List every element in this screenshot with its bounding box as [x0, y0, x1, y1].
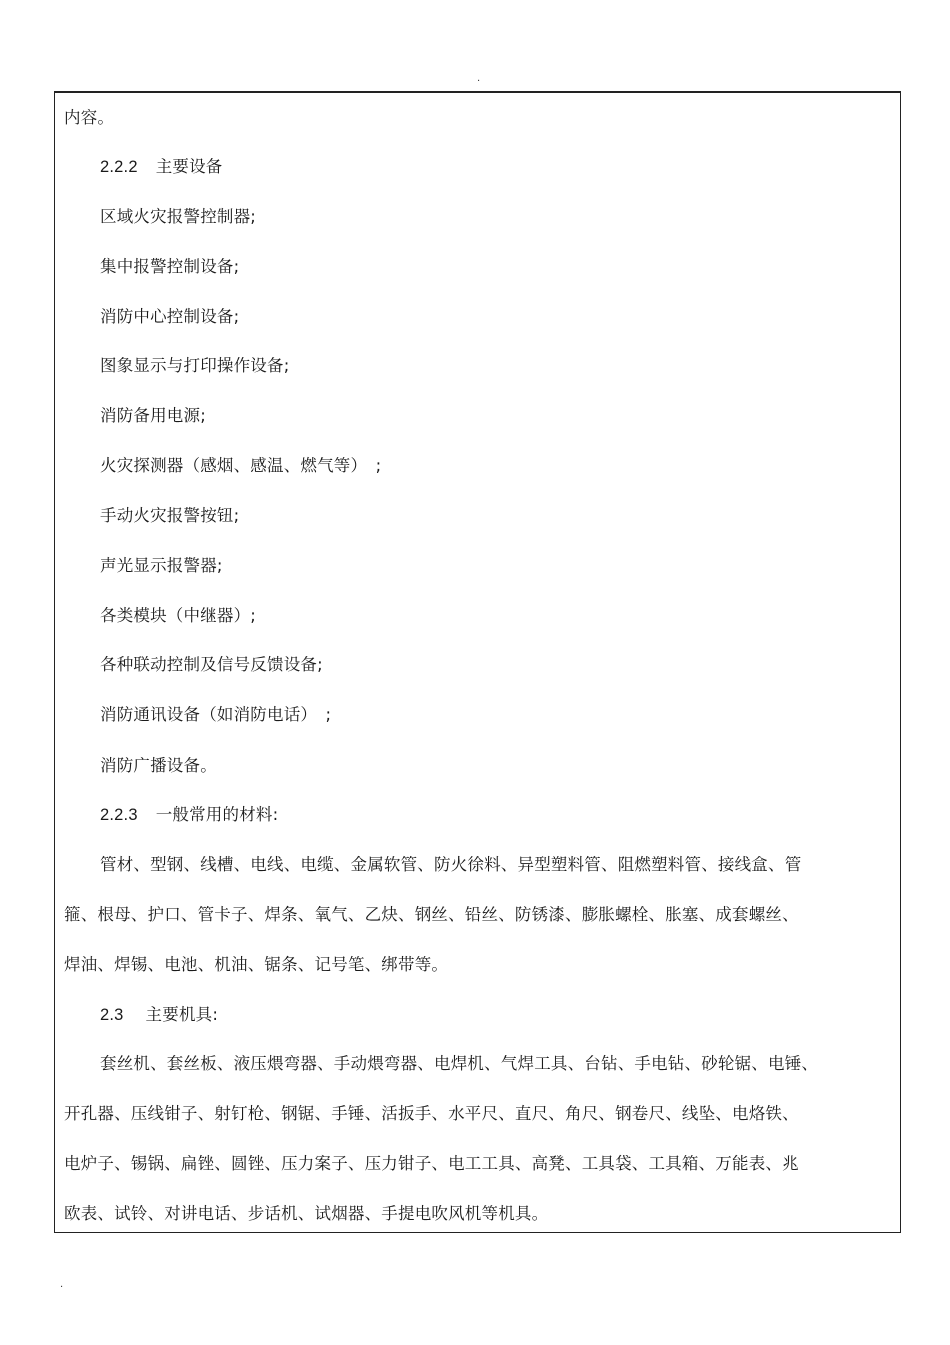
- equipment-item: 集中报警控制设备;: [100, 257, 240, 276]
- materials-paragraph-line: 管材、型钢、线槽、电线、电缆、金属软管、防火徐料、异型塑料管、阻燃塑料管、接线盒、管: [100, 855, 802, 874]
- section-2-3-heading: [100, 1003, 218, 1027]
- section-number: 2.3: [100, 1006, 124, 1024]
- section-2-2-2-heading: [100, 155, 223, 179]
- section-title: 一般常用的材料:: [155, 805, 279, 824]
- intro-tail-text: 内容。: [64, 108, 115, 127]
- section-title: 主要设备: [155, 157, 223, 176]
- equipment-item: 消防通讯设备（如消防电话） ;: [100, 705, 332, 724]
- equipment-item: 消防备用电源;: [100, 406, 206, 425]
- materials-paragraph-line: 箍、根母、护口、管卡子、焊条、氧气、乙炔、钢丝、铅丝、防锈漆、膨胀螺栓、胀塞、成套螺丝、: [64, 905, 799, 924]
- page-mark-top: .: [477, 73, 481, 84]
- materials-paragraph-line: 焊油、焊锡、电池、机油、锯条、记号笔、绑带等。: [64, 955, 449, 974]
- equipment-item: 手动火灾报警按钮;: [100, 506, 240, 525]
- equipment-item: 各类模块（中继器）;: [100, 606, 257, 625]
- equipment-item: 声光显示报警器;: [100, 556, 223, 575]
- tools-paragraph-line: 电炉子、锡锅、扁锉、圆锉、压力案子、压力钳子、电工工具、高凳、工具袋、工具箱、万能表、兆: [64, 1154, 799, 1173]
- page-mark-bottom: .: [60, 1279, 64, 1290]
- tools-paragraph-line: 套丝机、套丝板、液压煨弯器、手动煨弯器、电焊机、气焊工具、台钻、手电钻、砂轮锯、电锤、: [100, 1054, 819, 1073]
- equipment-item: 各种联动控制及信号反馈设备;: [100, 655, 323, 674]
- equipment-item: 火灾探测器（感烟、感温、燃气等） ;: [100, 456, 382, 475]
- section-number: 2.2.2: [100, 158, 138, 176]
- equipment-item: 区域火灾报警控制器;: [100, 207, 257, 226]
- equipment-item: 图象显示与打印操作设备;: [100, 356, 290, 375]
- section-2-2-3-heading: [100, 803, 278, 827]
- tools-paragraph-line: 开孔器、压线钳子、射钉枪、钢锯、手锤、活扳手、水平尺、直尺、角尺、钢卷尺、线坠、电烙铁、: [64, 1104, 799, 1123]
- section-number: 2.2.3: [100, 806, 138, 824]
- equipment-item: 消防广播设备。: [100, 756, 217, 775]
- section-title: 主要机具:: [145, 1005, 219, 1024]
- equipment-item: 消防中心控制设备;: [100, 307, 240, 326]
- tools-paragraph-line: 欧表、试铃、对讲电话、步话机、试烟器、手提电吹风机等机具。: [64, 1204, 549, 1223]
